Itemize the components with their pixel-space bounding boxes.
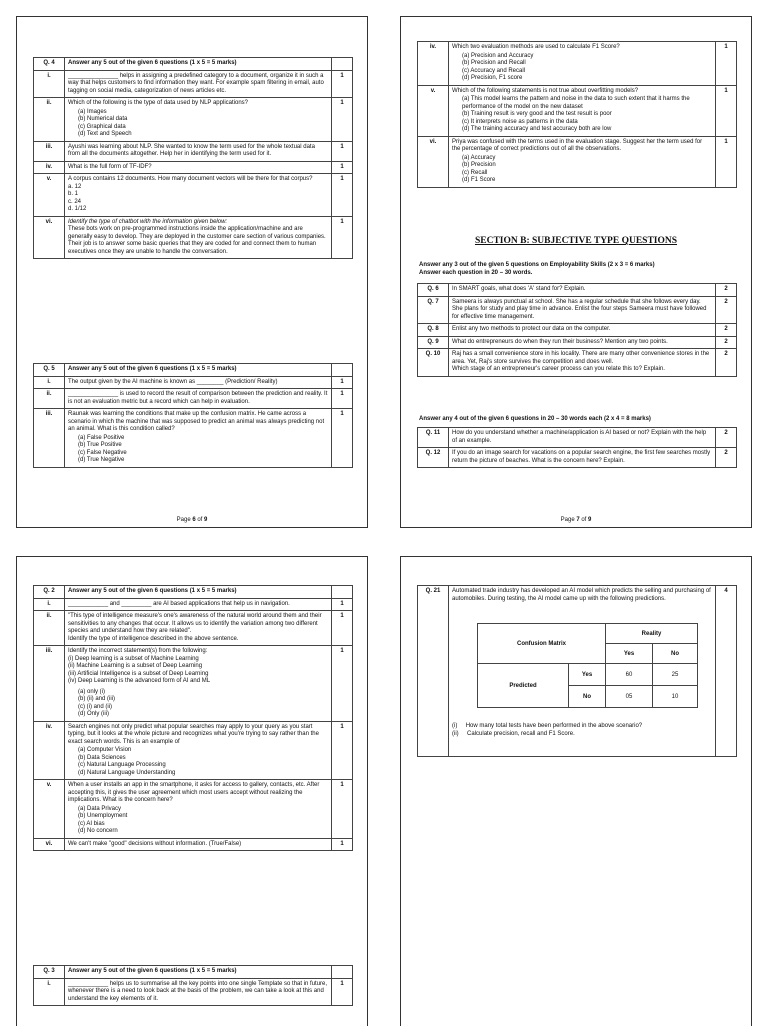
matrix-cell: 25: [653, 664, 698, 686]
marks: 2: [716, 324, 737, 337]
statement: (i) Deep learning is a subset of Machine Learning: [68, 655, 199, 662]
marks: 2: [716, 296, 737, 324]
option: (b) (ii) and (iii): [78, 696, 116, 702]
question-row: ii. "This type of intelligence measure's one's awareness of the natural world around them and their sensitivities to any changes that occur. It allows us to identify the variation among two different species and understand how they are related". Identify the type of intelligence described in the above sentence. 1: [34, 611, 353, 646]
option: (c) Recall: [462, 169, 488, 176]
q3-instruction: Answer any 5 out of the given 6 questions (1 x 5 = 5 marks): [65, 966, 332, 979]
question-row: Q. 6 In SMART goals, what does 'A' stand for? Explain. 2: [418, 284, 737, 297]
question-text: In SMART goals, what does 'A' stand for? Explain.: [449, 284, 716, 297]
marks: 2: [716, 349, 737, 377]
q3-number: Q. 3: [34, 966, 65, 979]
question-text: _______________ helps in assigning a predefined category to a document, organize it in such a way that helps customers to find information they want. For example spam filtering in email, auto tagging on social media, categorization of news articles etc.: [65, 70, 332, 98]
marks: 1: [332, 611, 353, 646]
question-row: iv. What is the full form of TF-IDF? 1: [34, 161, 353, 174]
option: (d) F1 Score: [462, 177, 496, 183]
option: b. 1: [68, 191, 79, 197]
exam-page-8: [16, 556, 368, 1026]
q2-number: Q. 2: [34, 586, 65, 599]
marks: 1: [716, 85, 737, 136]
marks: 1: [716, 42, 737, 86]
question-text: If you do an image search for vacations on a popular search engine, the first few searches mostly return the picture of beaches. What is the concern here? Explain.: [449, 448, 716, 468]
marks: 1: [332, 721, 353, 780]
marks: 2: [716, 428, 737, 448]
question-row: ii. Which of the following is the type of data used by NLP applications? (a) Images (b) Numerical data (c) Graphical data (d) Text and Speech 1: [34, 98, 353, 142]
marks: 1: [332, 216, 353, 259]
question-row: v. When a user installs an app in the smartphone, it asks for access to gallery, contacts, etc. After accepting this, it gives the user agreement which most users accept without realizing the implications. What is the concern here? (a) Data Privacy (b) Unemployment (c) AI bias (d) No concern 1: [34, 780, 353, 839]
option: (c) Accuracy and Recall: [462, 67, 526, 74]
marks: 1: [332, 376, 353, 389]
option: (d) True Negative: [78, 457, 125, 463]
q2-block: [33, 585, 353, 851]
reality-header: Reality: [606, 624, 698, 644]
option: (b) Precision: [462, 162, 496, 168]
marks: 1: [332, 389, 353, 409]
question-text: Identify the type of intelligence described in the above sentence.: [68, 635, 239, 642]
option: (c) It interprets noise as patterns in the data: [462, 118, 578, 125]
option: (d) Precision, F1 score: [462, 75, 523, 81]
option: (c) Graphical data: [78, 123, 126, 130]
option: (a) Images: [78, 108, 107, 115]
sub-question: (i) How many total tests have been performed in the above scenario?: [452, 723, 643, 729]
question-text: We can't make "good" decisions without information. (True/False): [65, 838, 332, 851]
option: (a) only (i): [78, 688, 106, 695]
question-row: Q. 21 Automated trade industry has developed an AI model which predicts the selling and purchasing of automobiles. During testing, the AI model came up with the following predictions. (i) How many total tests have been performed in the above scenario? (ii) Calculate precision, recall and F1 Score. 4: [418, 586, 737, 757]
marks: 2: [716, 448, 737, 468]
question-row: Q. 9 What do entrepreneurs do when they run their business? Mention any two points. 2: [418, 336, 737, 349]
option: (b) Data Sciences: [78, 754, 126, 761]
section-instruction: Answer any 3 out of the given 5 questions on Employability Skills (2 x 3 = 6 marks) Answer each question in 20 – 30 words.: [419, 262, 655, 276]
option: (b) Training result is very good and the test result is poor: [462, 111, 612, 117]
question-text: Ayushi was learning about NLP. She wanted to know the term used for the whole textual data from all the documents altogether. Help her in identifying the term used for it.: [65, 141, 332, 161]
question-text: What do entrepreneurs do when they run their business? Mention any two points.: [449, 336, 716, 349]
question-row: Q. 11 How do you understand whether a machine/application is AI based or not? Explain with the help of an example. 2: [418, 428, 737, 448]
confusion-matrix-title: Confusion Matrix: [478, 624, 606, 664]
subjective-questions: [417, 427, 737, 468]
marks: 1: [332, 978, 353, 1006]
marks: 2: [716, 284, 737, 297]
question-text: Which of the following is the type of data used by NLP applications?: [68, 100, 248, 106]
question-prompt: Identify the type of chatbot with the information given below:: [68, 218, 228, 225]
question-row: v. A corpus contains 12 documents. How many document vectors will be there for that corpus? a. 12 b. 1 c. 24 d. 1/12 1: [34, 174, 353, 217]
marks: 1: [332, 98, 353, 142]
question-row: iii. Identify the incorrect statement(s) from the following: (i) Deep learning is a subset of Machine Learning (ii) Machine Learning is a subset of Deep Learning (iii) Artificial Intelligence is a subset of Deep Learning (iv) Deep Learning is the advanced form of AI and ML (a) only (i) (b) (ii) and (iii) (c) (i) and (ii) (d) Only (iii) 1: [34, 646, 353, 722]
question-text: Raunak was learning the conditions that make up the confusion matrix. He came across a scenario in which the machine that was supposed to predict an animal was always predicting not an animal. What is this condition called?: [68, 411, 325, 432]
statement: (iii) Artificial Intelligence is a subset of Deep Learning: [68, 670, 209, 677]
q5-number: Q. 5: [34, 364, 65, 377]
question-text: _______________ is used to record the result of comparison between the prediction and reality. It is not an evaluation metric but a record which can help in evaluation.: [65, 389, 332, 409]
q4-block: [33, 57, 353, 259]
marks: 1: [332, 646, 353, 722]
confusion-matrix: [477, 623, 698, 708]
marks: 1: [332, 161, 353, 174]
question-text: Search engines not only predict what popular searches may apply to your query as you start typing, but it looks at the whole picture and recognizes what you're trying to say rather than the exact search words. This is an example of: [68, 723, 319, 745]
option: (b) Unemployment: [78, 813, 128, 819]
matrix-cell: 05: [606, 686, 653, 708]
sub-question: (ii) Calculate precision, recall and F1 Score.: [452, 730, 575, 737]
page-footer: Page 7 of 9: [560, 517, 592, 523]
question-text: Sameera is always punctual at school. She has a regular schedule that she follows every day. She plans for study and play time in advance. Enlist the four steps Sameera must have followed for effective time management.: [449, 296, 716, 324]
question-row: iii. Ayushi was learning about NLP. She wanted to know the term used for the whole textual data from all the documents altogether. Help her in identifying the term used for it. 1: [34, 141, 353, 161]
marks: 1: [332, 598, 353, 611]
question-row: Q. 8 Enlist any two methods to protect our data on the computer. 2: [418, 324, 737, 337]
option: (a) Precision and Accuracy: [462, 52, 534, 59]
question-text: When a user installs an app in the smartphone, it asks for access to gallery, contacts, etc. After accepting this, it gives the user agreement which most users accept without realizing the implications. What is the concern here?: [68, 782, 320, 803]
question-row: iv. Search engines not only predict what popular searches may apply to your query as you start typing, but it looks at the whole picture and recognizes what you're trying to say rather than the exact search words. This is an example of (a) Computer Vision (b) Data Sciences (c) Natural Language Processing (d) Natural Language Understanding 1: [34, 721, 353, 780]
q4-instruction: Answer any 5 out of the given 6 questions (1 x 5 = 5 marks): [65, 58, 332, 71]
section-instruction: Answer any 4 out of the given 6 questions in 20 – 30 words each (2 x 4 = 8 marks): [419, 416, 651, 422]
employability-questions: [417, 283, 737, 377]
question-row: Q. 7 Sameera is always punctual at school. She has a regular schedule that she follows every day. She plans for study and play time in advance. Enlist the four steps Sameera must have followed for effective time management. 2: [418, 296, 737, 324]
question-text: What is the full form of TF-IDF?: [65, 161, 332, 174]
question-row: vi. Identify the type of chatbot with the information given below: These bots work on pre-programmed instructions inside the application/machine and are generally easy to develop. They are deployed in the customer care section of various companies. Their job is to answer some basic queries that they are coded for and connect them to human executives once they are unable to handle the conversation. 1: [34, 216, 353, 259]
option: (c) AI bias: [78, 820, 105, 827]
marks: 1: [332, 780, 353, 839]
question-text: "This type of intelligence measure's one's awareness of the natural world around them and their sensitivities to any changes that occur. It allows us to identify the variation among two different species and understand how they are related".: [68, 613, 322, 634]
option: c. 24: [68, 198, 82, 205]
option: (a) False Positive: [78, 434, 125, 441]
option: (b) Precision and Recall: [462, 60, 526, 66]
predicted-header: Predicted: [478, 664, 569, 708]
marks: 1: [332, 409, 353, 468]
option: (d) Only (iii): [78, 711, 109, 717]
section-title: SECTION B: SUBJECTIVE TYPE QUESTIONS: [474, 236, 678, 246]
question-text: Raj has a small convenience store in his locality. There are many other convenience stores in the area. Yet, Raj's store survives the competition and does well.: [452, 351, 710, 365]
marks: 4: [716, 586, 737, 757]
question-text: Which stage of an entrepreneur's career process can you relate this to? Explain.: [452, 366, 665, 372]
marks: 1: [332, 838, 353, 851]
option: (d) The training accuracy and test accuracy both are low: [462, 126, 612, 132]
statement: (iv) Deep Learning is the advanced form of AI and ML: [68, 678, 211, 684]
question-text: The output given by the AI machine is known as ________ (Prediction/ Reality): [65, 376, 332, 389]
q3-block: [33, 965, 353, 1006]
question-text: These bots work on pre-programmed instructions inside the application/machine and are generally easy to develop. They are deployed in the customer care section of various companies. Their job is to answer some basic queries that they are coded for and connect them to human executives once they are unable to handle the conversation.: [68, 226, 326, 255]
question-text: ____________ helps us to summarise all the key points into one single Template so that in future, whenever there is a need to look back at the basis of the problem, we can take a look at this and understand the key elements of it.: [65, 978, 332, 1006]
option: (c) Natural Language Processing: [78, 762, 166, 768]
q5-block: [33, 363, 353, 468]
matrix-cell: 10: [653, 686, 698, 708]
exam-page-6: [16, 16, 368, 528]
question-text: Priya was confused with the terms used in the evaluation stage. Suggest her the term used for the percentage of correct predictions out of all the observations.: [452, 138, 703, 152]
marks: 1: [332, 174, 353, 217]
question-text: Enlist any two methods to protect our data on the computer.: [449, 324, 716, 337]
option: (b) True Positive: [78, 442, 122, 448]
marks: 1: [332, 70, 353, 98]
question-row: i. The output given by the AI machine is known as ________ (Prediction/ Reality) 1: [34, 376, 353, 389]
exam-page-7: [400, 16, 752, 528]
question-row: Q. 10 Raj has a small convenience store in his locality. There are many other convenience stores in the area. Yet, Raj's store survives the competition and does well. Which stage of an entrepreneur's career process can you relate this to? Explain. 2: [418, 349, 737, 377]
question-text: Automated trade industry has developed an AI model which predicts the selling and purchasing of automobiles. During testing, the AI model came up with the following predictions.: [452, 588, 711, 602]
option: (d) No concern: [78, 828, 118, 834]
question-text: ____________ and _________ are AI based applications that help us in navigation.: [65, 598, 332, 611]
option: (a) This model learns the pattern and noise in the data to such extent that it harms the performance of the model on the new dataset: [462, 96, 690, 110]
marks: 1: [716, 136, 737, 187]
option: (a) Data Privacy: [78, 805, 122, 812]
option: (d) Text and Speech: [78, 131, 132, 137]
question-text: Which of the following statements is not true about overfitting models?: [452, 87, 639, 94]
exam-page-9: [400, 556, 752, 1026]
question-row: i. ____________ and _________ are AI based applications that help us in navigation. 1: [34, 598, 353, 611]
question-row: Q. 12 If you do an image search for vacations on a popular search engine, the first few searches mostly return the picture of beaches. What is the concern here? Explain. 2: [418, 448, 737, 468]
predicted-yes-header: Yes: [569, 664, 606, 686]
marks: 1: [332, 141, 353, 161]
marks: 2: [716, 336, 737, 349]
option: d. 1/12: [68, 206, 87, 212]
option: (c) (i) and (ii): [78, 703, 112, 710]
question-row: i. _______________ helps in assigning a predefined category to a document, organize it in such a way that helps customers to find information they want. For example spam filtering in email, auto tagging on social media, categorization of news articles etc. 1: [34, 70, 353, 98]
option: (c) False Negative: [78, 449, 127, 456]
question-row: i. ____________ helps us to summarise all the key points into one single Template so that in future, whenever there is a need to look back at the basis of the problem, we can take a look at this and understand the key elements of it. 1: [34, 978, 353, 1006]
q4-number: Q. 4: [34, 58, 65, 71]
statement: (ii) Machine Learning is a subset of Deep Learning: [68, 663, 203, 669]
q4-continued-block: [417, 41, 737, 188]
question-text: A corpus contains 12 documents. How many document vectors will be there for that corpus?: [68, 176, 313, 182]
question-row: ii. _______________ is used to record the result of comparison between the prediction and reality. It is not an evaluation metric but a record which can help in evaluation. 1: [34, 389, 353, 409]
matrix-cell: 60: [606, 664, 653, 686]
reality-yes-header: Yes: [606, 644, 653, 664]
question-text: Identify the incorrect statement(s) from the following:: [68, 648, 208, 654]
option: (d) Natural Language Understanding: [78, 769, 176, 776]
q5-instruction: Answer any 5 out of the given 6 questions (1 x 5 = 5 marks): [65, 364, 332, 377]
question-text: How do you understand whether a machine/application is AI based or not? Explain with the help of an example.: [449, 428, 716, 448]
option: a. 12: [68, 183, 82, 190]
question-row: vi. Priya was confused with the terms used in the evaluation stage. Suggest her the term used for the percentage of correct predictions out of all the observations. (a) Accuracy (b) Precision (c) Recall (d) F1 Score 1: [418, 136, 737, 187]
question-row: vi. We can't make "good" decisions without information. (True/False) 1: [34, 838, 353, 851]
question-row: iv. Which two evaluation methods are used to calculate F1 Score? (a) Precision and Accuracy (b) Precision and Recall (c) Accuracy and Recall (d) Precision, F1 score 1: [418, 42, 737, 86]
option: (a) Accuracy: [462, 154, 496, 161]
option: (b) Numerical data: [78, 116, 128, 122]
question-text: Which two evaluation methods are used to calculate F1 Score?: [452, 44, 620, 50]
question-row: iii. Raunak was learning the conditions that make up the confusion matrix. He came across a scenario in which the machine that was supposed to predict an animal was always predicting not an animal. What is this condition called? (a) False Positive (b) True Positive (c) False Negative (d) True Negative 1: [34, 409, 353, 468]
q2-instruction: Answer any 5 out of the given 6 questions (1 x 5 = 5 marks): [65, 586, 332, 599]
page-footer: Page 6 of 9: [176, 517, 208, 523]
reality-no-header: No: [653, 644, 698, 664]
predicted-no-header: No: [569, 686, 606, 708]
option: (a) Computer Vision: [78, 747, 132, 753]
question-row: v. Which of the following statements is not true about overfitting models? (a) This model learns the pattern and noise in the data to such extent that it harms the performance of the model on the new dataset (b) Training result is very good and the test result is poor (c) It interprets noise as patterns in the data (d) The training accuracy and test accuracy both are low 1: [418, 85, 737, 136]
